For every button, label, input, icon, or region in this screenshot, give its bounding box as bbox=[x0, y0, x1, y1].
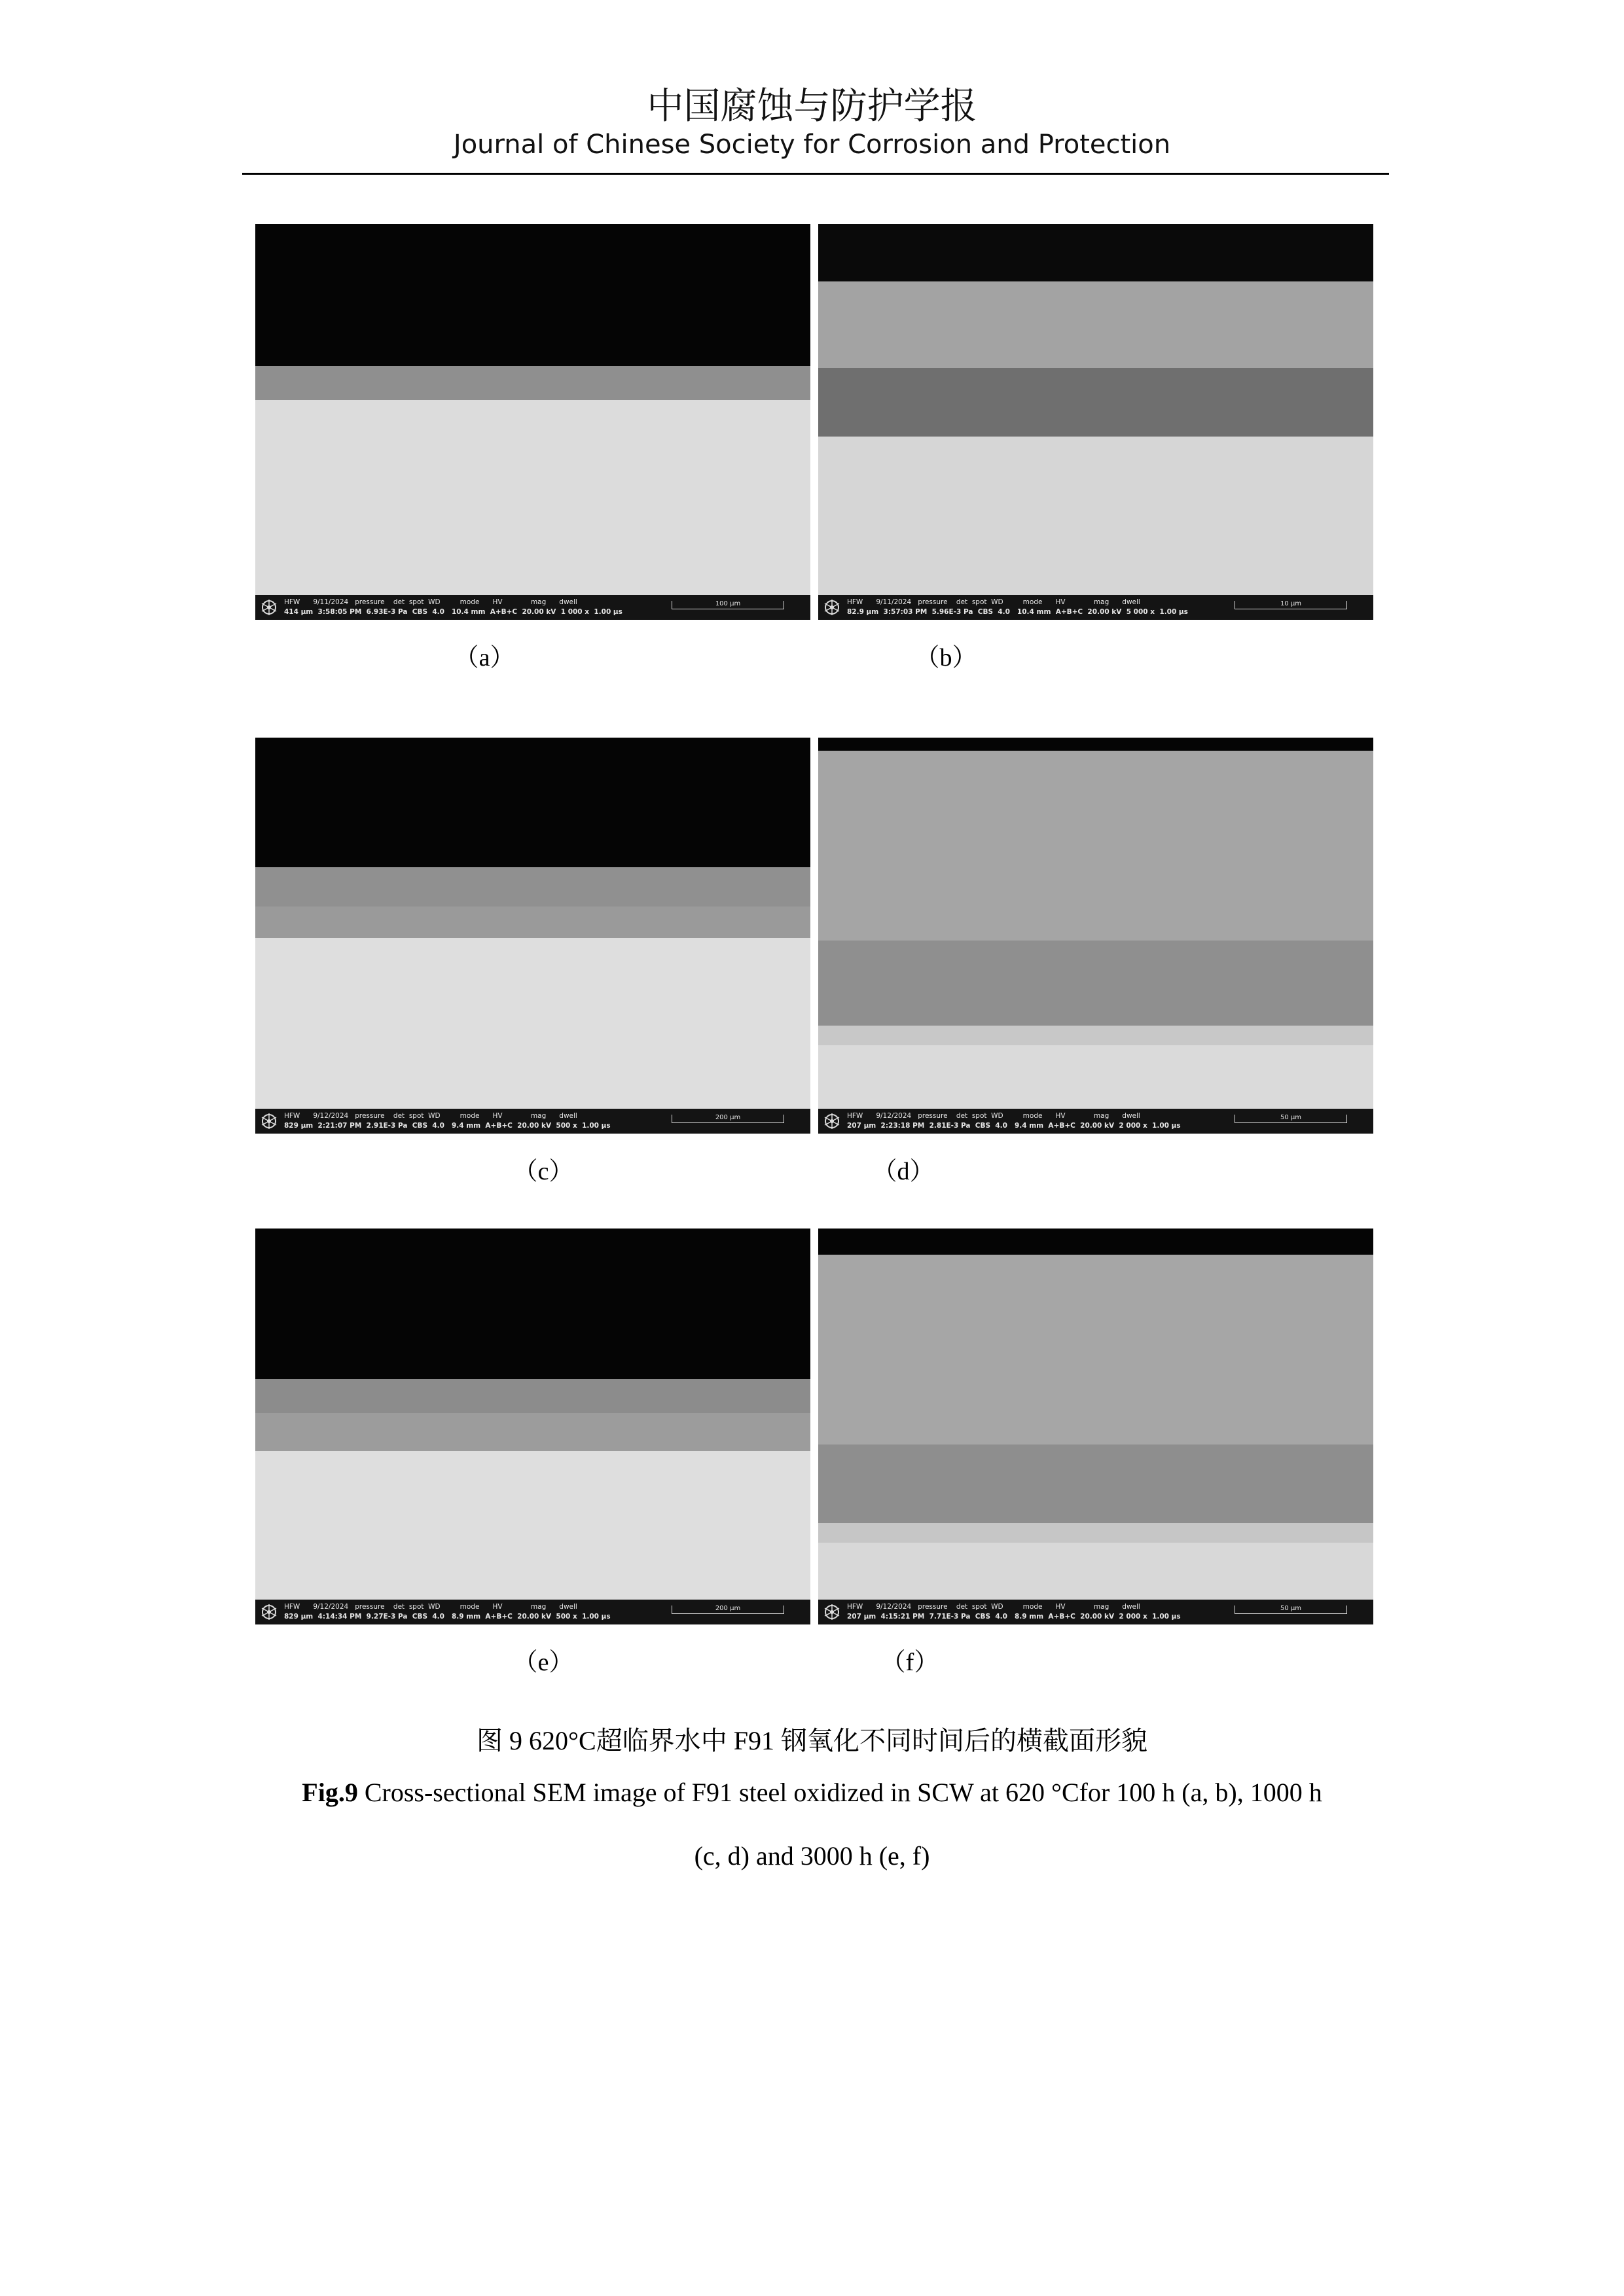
sem-info-values: 829 μm 2:21:07 PM 2.91E-3 Pa CBS 4.0 9.4 mm A+B+C 20.00 kV 500 x 1.00 μs bbox=[284, 1122, 611, 1130]
oxide-layer bbox=[255, 366, 810, 400]
oxide-layer bbox=[818, 738, 1373, 751]
panel-caption-e: （e） bbox=[513, 1649, 574, 1676]
figure-label: Fig.9 bbox=[302, 1778, 358, 1807]
panel-caption-f: （f） bbox=[880, 1649, 939, 1676]
panel-caption-a: （a） bbox=[454, 644, 515, 672]
oxide-layer bbox=[255, 738, 810, 867]
sem-info-labels: HFW 9/12/2024 pressure det spot WD mode HV mag dwell bbox=[284, 1112, 577, 1120]
oxide-layer bbox=[255, 1379, 810, 1413]
sem-info-values: 414 μm 3:58:05 PM 6.93E-3 Pa CBS 4.0 10.4 mm A+B+C 20.00 kV 1 000 x 1.00 μs bbox=[284, 608, 623, 616]
sem-info-bar bbox=[818, 595, 1373, 620]
sem-info-values: 207 μm 4:15:21 PM 7.71E-3 Pa CBS 4.0 8.9 mm A+B+C 20.00 kV 2 000 x 1.00 μs bbox=[847, 1613, 1181, 1621]
sem-info-labels: HFW 9/12/2024 pressure det spot WD mode HV mag dwell bbox=[847, 1112, 1140, 1120]
oxide-layer bbox=[818, 1026, 1373, 1045]
sem-info-labels: HFW 9/12/2024 pressure det spot WD mode HV mag dwell bbox=[284, 1603, 577, 1611]
fei-logo-icon bbox=[259, 1112, 279, 1130]
panel-caption-d: （d） bbox=[872, 1158, 935, 1185]
oxide-layer bbox=[255, 1413, 810, 1451]
journal-title-cn: 中国腐蚀与防护学报 bbox=[647, 85, 977, 128]
oxide-layer bbox=[255, 1451, 810, 1600]
scale-bar: 50 μm bbox=[1235, 1115, 1347, 1123]
figure-caption-en-line2: (c, d) and 3000 h (e, f) bbox=[694, 1841, 930, 1871]
oxide-layer bbox=[818, 437, 1373, 595]
sem-micrograph bbox=[255, 1229, 810, 1600]
oxide-layer bbox=[818, 941, 1373, 1026]
scale-bar: 10 μm bbox=[1235, 601, 1347, 609]
journal-title-en: Journal of Chinese Society for Corrosion and Protection bbox=[453, 130, 1171, 160]
sem-info-labels: HFW 9/11/2024 pressure det spot WD mode HV mag dwell bbox=[284, 598, 577, 606]
fei-logo-icon bbox=[822, 598, 842, 617]
sem-image-f bbox=[818, 1229, 1373, 1624]
scale-bar: 200 μm bbox=[672, 1605, 784, 1614]
sem-info-values: 829 μm 4:14:34 PM 9.27E-3 Pa CBS 4.0 8.9 mm A+B+C 20.00 kV 500 x 1.00 μs bbox=[284, 1613, 611, 1621]
oxide-layer bbox=[818, 368, 1373, 437]
oxide-layer bbox=[255, 400, 810, 595]
fei-logo-icon bbox=[259, 598, 279, 617]
sem-image-b bbox=[818, 224, 1373, 620]
scale-bar: 50 μm bbox=[1235, 1605, 1347, 1614]
sem-info-bar bbox=[818, 1109, 1373, 1134]
header-rule bbox=[242, 173, 1389, 175]
fei-logo-icon bbox=[822, 1112, 842, 1130]
oxide-layer bbox=[818, 1255, 1373, 1444]
scale-bar: 200 μm bbox=[672, 1115, 784, 1123]
panel-caption-c: （c） bbox=[513, 1158, 574, 1185]
sem-image-d bbox=[818, 738, 1373, 1134]
sem-info-bar bbox=[255, 1600, 810, 1624]
sem-info-values: 207 μm 2:23:18 PM 2.81E-3 Pa CBS 4.0 9.4 mm A+B+C 20.00 kV 2 000 x 1.00 μs bbox=[847, 1122, 1181, 1130]
oxide-layer bbox=[818, 1045, 1373, 1109]
sem-info-bar bbox=[255, 595, 810, 620]
sem-micrograph bbox=[255, 738, 810, 1109]
sem-info-values: 82.9 μm 3:57:03 PM 5.96E-3 Pa CBS 4.0 10.4 mm A+B+C 20.00 kV 5 000 x 1.00 μs bbox=[847, 608, 1188, 616]
oxide-layer bbox=[818, 1229, 1373, 1255]
sem-image-e bbox=[255, 1229, 810, 1624]
fei-logo-icon bbox=[259, 1603, 279, 1621]
oxide-layer bbox=[255, 867, 810, 906]
oxide-layer bbox=[818, 751, 1373, 941]
oxide-layer bbox=[818, 1543, 1373, 1600]
scale-bar: 100 μm bbox=[672, 601, 784, 609]
sem-image-a bbox=[255, 224, 810, 620]
sem-micrograph bbox=[818, 1229, 1373, 1600]
sem-info-labels: HFW 9/12/2024 pressure det spot WD mode HV mag dwell bbox=[847, 1603, 1140, 1611]
oxide-layer bbox=[255, 224, 810, 366]
sem-image-c bbox=[255, 738, 810, 1134]
oxide-layer bbox=[255, 906, 810, 938]
fei-logo-icon bbox=[822, 1603, 842, 1621]
figure-caption-en bbox=[0, 1777, 1624, 1808]
figure-caption-cn: 图 9 620°C超临界水中 F91 钢氧化不同时间后的横截面形貌 bbox=[477, 1726, 1147, 1755]
sem-info-labels: HFW 9/11/2024 pressure det spot WD mode HV mag dwell bbox=[847, 598, 1140, 606]
sem-micrograph bbox=[818, 738, 1373, 1109]
oxide-layer bbox=[818, 1444, 1373, 1523]
sem-info-bar bbox=[255, 1109, 810, 1134]
panel-caption-b: （b） bbox=[914, 644, 977, 672]
sem-micrograph bbox=[255, 224, 810, 595]
oxide-layer bbox=[818, 1523, 1373, 1543]
figure-caption-en-line1: Cross-sectional SEM image of F91 steel oxidized in SCW at 620 °Cfor 100 h (a, b), 1000 h bbox=[357, 1778, 1322, 1807]
sem-info-bar bbox=[818, 1600, 1373, 1624]
oxide-layer bbox=[818, 224, 1373, 281]
sem-micrograph bbox=[818, 224, 1373, 595]
oxide-layer bbox=[255, 938, 810, 1109]
oxide-layer bbox=[255, 1229, 810, 1379]
